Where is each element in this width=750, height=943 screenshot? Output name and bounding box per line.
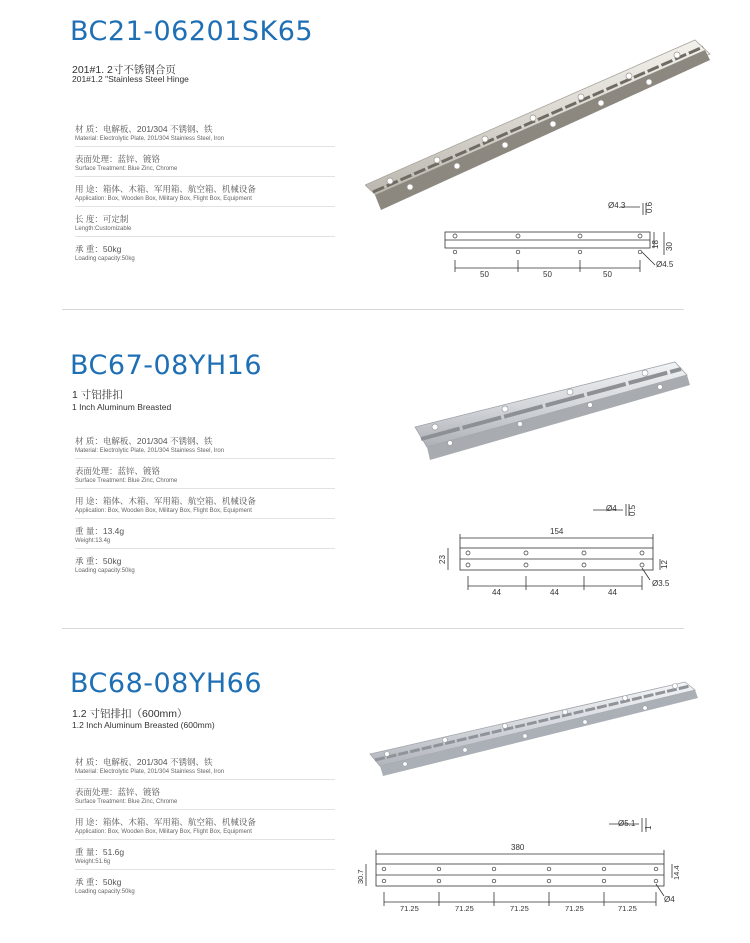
- dim-pitch-label: 44: [550, 588, 559, 595]
- dim-pin-label: Ø4.5: [656, 260, 674, 269]
- dim-h1-label: 18: [651, 240, 660, 249]
- spec-label-en: Loading capacity:50kg: [75, 568, 135, 574]
- spec-item-application: [75, 183, 335, 213]
- product-name-cn: 201#1. 2寸不锈钢合页: [72, 64, 176, 76]
- spec-label: 表面处理：蓝锌、镀铬: [75, 466, 161, 476]
- spec-label: 承 重：50kg: [75, 244, 122, 254]
- dim-hole-label: Ø4.3: [608, 201, 626, 210]
- product-name-cn: 1 寸铝排扣: [72, 389, 123, 401]
- spec-item-load: [75, 876, 335, 906]
- section-divider: [62, 309, 684, 310]
- spec-list: [75, 435, 335, 585]
- divider: [75, 809, 335, 810]
- section-divider: [62, 628, 684, 629]
- dim-pitch-label: 71.25: [565, 904, 584, 912]
- spec-label: 表面处理：蓝锌、镀铬: [75, 787, 161, 797]
- divider: [75, 236, 335, 237]
- dim-hole-label: Ø4: [606, 504, 617, 513]
- spec-label-en: Material: Electrolytic Plate, 201/304 Stainless Steel, Iron: [75, 448, 225, 454]
- spec-item-weight: [75, 525, 335, 555]
- spec-list: [75, 123, 335, 273]
- spec-label: 承 重：50kg: [75, 556, 122, 566]
- dim-h2-label: 12: [660, 560, 669, 569]
- spec-label: 用 途：箱体、木箱、军用箱、航空箱、机械设备: [75, 496, 256, 506]
- spec-item-length: [75, 213, 335, 243]
- spec-label: 材 质：电解板、201/304 不锈钢、铁: [75, 124, 213, 134]
- spec-label-en: Surface Treatment: Blue Zinc, Chrome: [75, 166, 178, 172]
- product-section-1: [0, 0, 750, 310]
- dim-pitch-label: 71.25: [400, 904, 419, 912]
- hinge-product-image: [405, 357, 705, 477]
- spec-label-en: Weight:51.6g: [75, 859, 111, 865]
- spec-item-load: [75, 555, 335, 585]
- dim-pitch-label: 71.25: [510, 904, 529, 912]
- spec-item-material: [75, 123, 335, 153]
- dim-pin-label: Ø4: [664, 895, 675, 904]
- hinge-dimension-drawing: [354, 812, 684, 912]
- spec-label-en: Application: Box, Wooden Box, Military Box, Flight Box, Equipment: [75, 829, 252, 835]
- spec-label: 材 质：电解板、201/304 不锈钢、铁: [75, 436, 213, 446]
- dim-pitch-label: 71.25: [455, 904, 474, 912]
- dim-length-label: 154: [550, 527, 564, 536]
- spec-label: 用 途：箱体、木箱、军用箱、航空箱、机械设备: [75, 817, 256, 827]
- dim-pitch-label: 50: [603, 270, 612, 279]
- product-model-title: BC67-08YH16: [70, 350, 263, 381]
- divider: [75, 779, 335, 780]
- dim-pitch-label: 44: [492, 588, 501, 595]
- spec-label: 重 量：51.6g: [75, 847, 125, 857]
- spec-item-application: [75, 816, 335, 846]
- spec-list: [75, 756, 335, 906]
- spec-item-surface: [75, 153, 335, 183]
- dim-h1-label: 30.7: [356, 869, 365, 884]
- dim-pitch-label: 44: [608, 588, 617, 595]
- spec-item-application: [75, 495, 335, 525]
- dim-hole-label: Ø5.1: [618, 819, 636, 828]
- dim-thickness-label: 0.5: [628, 504, 637, 516]
- spec-item-material: [75, 435, 335, 465]
- spec-label: 表面处理：蓝锌、镀铬: [75, 154, 161, 164]
- spec-label-en: Application: Box, Wooden Box, Military Box, Flight Box, Equipment: [75, 508, 252, 514]
- spec-label-en: Surface Treatment: Blue Zinc, Chrome: [75, 799, 178, 805]
- spec-label: 用 途：箱体、木箱、军用箱、航空箱、机械设备: [75, 184, 256, 194]
- hinge-product-image: [365, 674, 705, 784]
- product-name-cn: 1.2 寸铝排扣（600mm）: [72, 708, 188, 720]
- spec-item-material: [75, 756, 335, 786]
- spec-label-en: Material: Electrolytic Plate, 201/304 Stainless Steel, Iron: [75, 136, 225, 142]
- dim-h1-label: 23: [438, 555, 447, 564]
- dim-h2-label: 14.4: [672, 865, 681, 880]
- divider: [75, 206, 335, 207]
- divider: [75, 488, 335, 489]
- divider: [75, 146, 335, 147]
- spec-label: 重 量：13.4g: [75, 526, 125, 536]
- hinge-dimension-drawing: [440, 195, 680, 285]
- spec-item-load: [75, 243, 335, 273]
- dim-thickness-label: 0.6: [645, 201, 654, 213]
- spec-item-surface: [75, 786, 335, 816]
- spec-label-en: Application: Box, Wooden Box, Military Box, Flight Box, Equipment: [75, 196, 252, 202]
- dim-thickness-label: 1: [644, 825, 653, 830]
- product-section-2: [0, 312, 750, 632]
- hinge-dimension-drawing: [438, 500, 678, 595]
- spec-label-en: Surface Treatment: Blue Zinc, Chrome: [75, 478, 178, 484]
- spec-label-en: Length:Customizable: [75, 226, 132, 232]
- divider: [75, 458, 335, 459]
- spec-label-en: Loading capacity:50kg: [75, 256, 135, 262]
- dim-length-label: 380: [511, 843, 525, 852]
- spec-label: 长 度：可定制: [75, 214, 129, 224]
- dim-pitch-label: 50: [480, 270, 489, 279]
- spec-label-en: Loading capacity:50kg: [75, 889, 135, 895]
- dim-pitch-label: 71.25: [618, 904, 637, 912]
- divider: [75, 176, 335, 177]
- product-model-title: BC21-06201SK65: [70, 16, 314, 47]
- spec-item-weight: [75, 846, 335, 876]
- dim-pin-label: Ø3.5: [652, 579, 670, 588]
- dim-pitch-label: 50: [543, 270, 552, 279]
- product-section-3: [0, 632, 750, 943]
- product-name-en: 1 Inch Aluminum Breasted: [72, 402, 172, 412]
- divider: [75, 839, 335, 840]
- divider: [75, 548, 335, 549]
- divider: [75, 518, 335, 519]
- spec-label-en: Material: Electrolytic Plate, 201/304 Stainless Steel, Iron: [75, 769, 225, 775]
- dim-h2-label: 30: [665, 242, 674, 251]
- divider: [75, 869, 335, 870]
- hinge-product-image: [365, 20, 725, 220]
- product-name-en: 201#1.2 "Stainless Steel Hinge: [72, 74, 189, 84]
- product-model-title: BC68-08YH66: [70, 668, 263, 699]
- spec-label: 材 质：电解板、201/304 不锈钢、铁: [75, 757, 213, 767]
- spec-label: 承 重：50kg: [75, 877, 122, 887]
- product-name-en: 1.2 Inch Aluminum Breasted (600mm): [72, 720, 215, 730]
- spec-item-surface: [75, 465, 335, 495]
- spec-label-en: Weight:13.4g: [75, 538, 111, 544]
